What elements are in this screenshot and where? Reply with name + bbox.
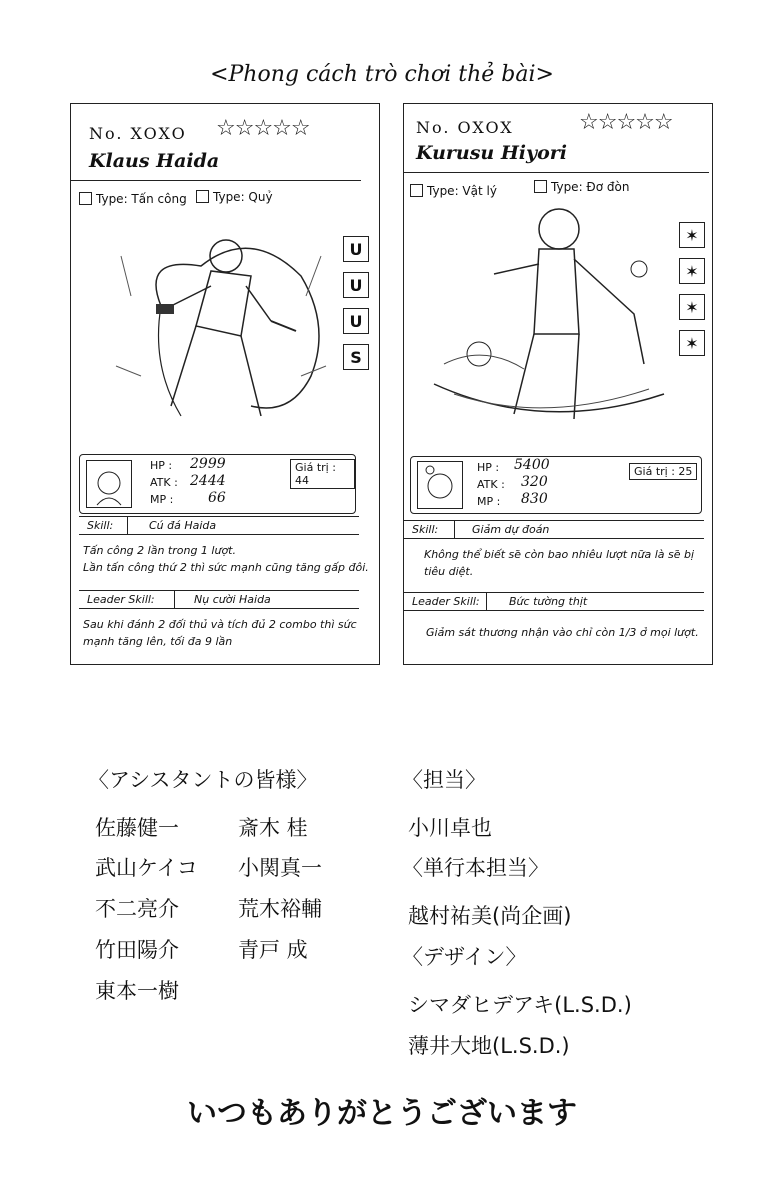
hp-label: HP : [477, 461, 500, 474]
type-label: Type: Đơ đòn [551, 180, 630, 194]
hp-label: HP : [150, 459, 173, 472]
assistant-name: 佐藤健一 [95, 816, 179, 840]
volume-editor-heading: 〈単行本担当〉 [402, 856, 549, 880]
value-badge: Giá trị : 44 [290, 459, 355, 489]
skill-name: Cú đá Haida [149, 519, 217, 532]
assistant-name: 斎木 桂 [238, 816, 308, 840]
type-label: Type: Quỷ [213, 190, 273, 204]
assistant-name: 竹田陽介 [95, 938, 179, 962]
editor-heading: 〈担当〉 [402, 768, 486, 792]
mp-value: 830 [521, 491, 548, 507]
assistant-name: 荒木裕輔 [238, 897, 322, 921]
designer-name: 薄井大地(L.S.D.) [408, 1034, 570, 1058]
assistants-heading: 〈アシスタントの皆様〉 [88, 768, 318, 792]
atk-label: ATK : [150, 476, 178, 489]
designer-name: シマダヒデアキ(L.S.D.) [408, 993, 632, 1017]
desc-line: Tấn công 2 lần trong 1 lượt. [83, 544, 236, 557]
atk-value: 320 [521, 474, 548, 490]
assistant-name: 武山ケイコ [95, 856, 198, 880]
design-heading: 〈デザイン〉 [402, 945, 527, 969]
type-label: Type: Tấn công [96, 192, 187, 206]
magnet-icon: U [343, 308, 369, 334]
card-name: Kurusu Hiyori [416, 142, 567, 164]
desc-line: Sau khi đánh 2 đối thủ và tích đủ 2 combo thì sức [83, 618, 357, 631]
leader-skill-name: Bức tường thịt [509, 595, 588, 608]
type-label: Type: Vật lý [427, 184, 497, 198]
burst-icon: ✶ [679, 294, 705, 320]
page-title: <Phong cách trò chơi thẻ bài> [210, 62, 554, 87]
hp-value: 2999 [190, 456, 226, 472]
desc-line: Giảm sát thương nhận vào chỉ còn 1/3 ở mọi lượt. [426, 626, 699, 639]
editor-name: 小川卓也 [408, 816, 492, 840]
card-number: No. OXOX [416, 118, 514, 137]
burst-icon: ✶ [679, 258, 705, 284]
skill-label: Skill: [87, 519, 114, 532]
skill-label: Skill: [412, 523, 439, 536]
mp-label: MP : [477, 495, 501, 508]
mp-value: 66 [208, 490, 226, 506]
assistant-name: 東本一樹 [95, 979, 179, 1003]
desc-line: Không thể biết sẽ còn bao nhiêu lượt nữa là sẽ bị [424, 548, 695, 561]
desc-line: Lần tấn công thứ 2 thì sức mạnh cũng tăng gấp đôi. [83, 561, 369, 574]
leader-skill-label: Leader Skill: [412, 595, 480, 608]
thanks-message: いつもありがとうございます [187, 1096, 577, 1131]
burst-icon: ✶ [679, 222, 705, 248]
leader-skill-name: Nụ cười Haida [194, 593, 271, 606]
card-number: No. XOXO [89, 124, 187, 143]
star-rating: ☆☆☆☆☆ [579, 110, 673, 135]
skill-name: Giảm dự đoán [472, 523, 550, 536]
value-badge: Giá trị : 25 [629, 463, 697, 480]
hp-value: 5400 [514, 457, 550, 473]
leader-skill-label: Leader Skill: [87, 593, 155, 606]
desc-line: tiêu diệt. [424, 565, 474, 578]
assistant-name: 小関真一 [238, 856, 322, 880]
magnet-icon: U [343, 272, 369, 298]
burst-icon: ✶ [679, 330, 705, 356]
card-name: Klaus Haida [89, 150, 220, 172]
assistant-name: 青戸 成 [238, 938, 308, 962]
assistant-name: 不二亮介 [95, 897, 179, 921]
volume-editor-name: 越村祐美(尚企画) [408, 904, 572, 928]
atk-label: ATK : [477, 478, 505, 491]
star-rating: ☆☆☆☆☆ [216, 116, 310, 141]
desc-line: mạnh tăng lên, tối đa 9 lần [83, 635, 233, 648]
magnet-icon: U [343, 236, 369, 262]
mp-label: MP : [150, 493, 174, 506]
atk-value: 2444 [190, 473, 226, 489]
skill-s-icon: S [343, 344, 369, 370]
